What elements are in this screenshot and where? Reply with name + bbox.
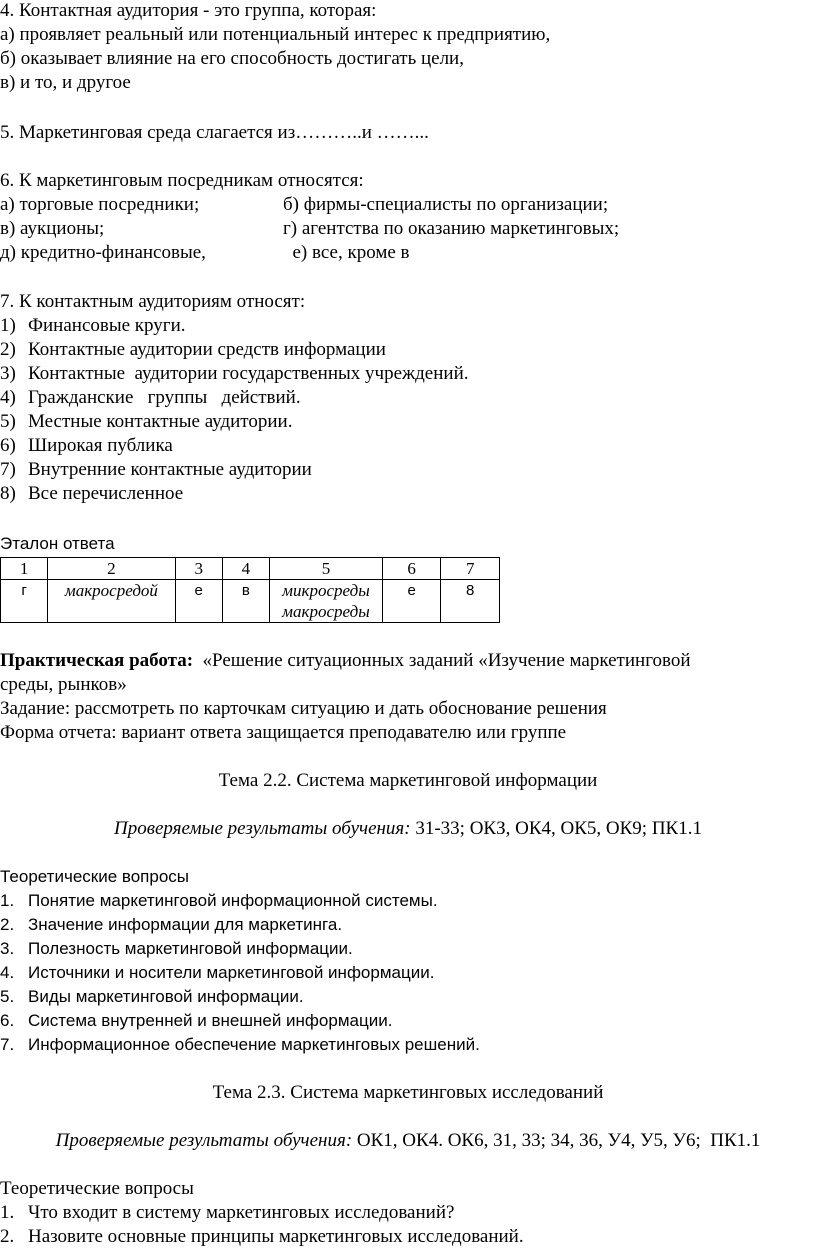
q6-option: в) аукционы; <box>0 218 105 239</box>
list-item: 1. Что входит в систему маркетинговых исследований? <box>0 1202 455 1223</box>
table-cell: микросреды макросреды <box>269 580 382 623</box>
q4-title: 4. Контактная аудитория - это группа, которая: <box>0 0 377 21</box>
q6-row <box>0 218 620 240</box>
practical-report: Форма отчета: вариант ответа защищается преподавателю или группе <box>0 722 567 743</box>
table-header-row <box>1 558 500 580</box>
table-header-cell: 6 <box>382 558 440 580</box>
q7-title: 7. К контактным аудиториям относят: <box>0 291 306 312</box>
list-item: 2) Контактные аудитории средств информации <box>0 339 386 360</box>
practical-text-cont: среды, рынков» <box>0 674 127 695</box>
q6-option: г) агентства по оказанию маркетинговых; <box>283 218 620 239</box>
list-item: 5. Виды маркетинговой информации. <box>0 987 304 1006</box>
q6-option: б) фирмы-специалисты по организации; <box>283 194 609 215</box>
list-item: 6) Широкая публика <box>0 435 173 456</box>
list-item: 3. Полезность маркетинговой информации. <box>0 939 353 958</box>
q6-option: е) все, кроме в <box>283 242 410 263</box>
practical-text: «Решение ситуационных заданий «Изучение маркетинговой <box>193 650 691 671</box>
practical-task: Задание: рассмотреть по карточкам ситуацию и дать обоснование решения <box>0 698 607 719</box>
list-item: 4) Гражданские группы действий. <box>0 387 301 408</box>
list-item: 2. Значение информации для маркетинга. <box>0 915 343 934</box>
list-item: 6. Система внутренней и внешней информации. <box>0 1011 393 1030</box>
list-item: 3) Контактные аудитории государственных учреждений. <box>0 363 469 384</box>
list-item: 5) Местные контактные аудитории. <box>0 411 293 432</box>
q4-option-b: б) оказывает влияние на его способность достигать цели, <box>0 48 464 69</box>
q4-option-c: в) и то, и другое <box>0 72 131 93</box>
q6-option: д) кредитно-финансовые, <box>0 242 206 263</box>
list-item: 2. Назовите основные принципы маркетинговых исследований. <box>0 1226 524 1247</box>
table-header-cell: 2 <box>48 558 175 580</box>
table-header-cell: 3 <box>175 558 222 580</box>
table-row <box>1 580 500 623</box>
q6-row <box>0 194 609 216</box>
q6-title: 6. К маркетинговым посредникам относятся: <box>0 170 364 191</box>
answer-key-title: Эталон ответа <box>0 534 115 553</box>
topic-results: Проверяемые результаты обучения: 31-33; ОКЗ, ОК4, ОК5, ОК9; ПК1.1 <box>114 818 702 839</box>
practical-line <box>0 650 691 672</box>
table-header-cell: 1 <box>1 558 48 580</box>
list-item: 7. Информационное обеспечение маркетинговых решений. <box>0 1035 480 1054</box>
q6-row <box>0 242 410 264</box>
list-item: 4. Источники и носители маркетинговой информации. <box>0 963 435 982</box>
table-header-cell: 5 <box>269 558 382 580</box>
answer-key-table <box>0 557 500 623</box>
questions-title: Теоретические вопросы <box>0 1178 194 1199</box>
table-header-cell: 4 <box>222 558 269 580</box>
topic-results: Проверяемые результаты обучения: ОК1, ОК4. ОК6, 31, 33; 34, 36, У4, У5, У6; ПК1.1 <box>55 1130 761 1151</box>
practical-label: Практическая работа: <box>0 650 194 671</box>
list-item: 1) Финансовые круги. <box>0 315 186 336</box>
questions-title: Теоретические вопросы <box>0 867 190 886</box>
q5-text: 5. Маркетинговая среда слагается из………..и ……... <box>0 122 429 143</box>
q4-option-a: а) проявляет реальный или потенциальный интерес к предприятию, <box>0 24 551 45</box>
table-cell: макросредой <box>48 580 175 623</box>
table-cell: е <box>382 580 440 623</box>
table-cell: е <box>175 580 222 623</box>
table-cell: 8 <box>441 580 500 623</box>
q6-option: а) торговые посредники; <box>0 194 200 215</box>
list-item: 1. Понятие маркетинговой информационной системы. <box>0 891 438 910</box>
list-item: 7) Внутренние контактные аудитории <box>0 459 312 480</box>
table-cell: в <box>222 580 269 623</box>
topic-title: Тема 2.3. Система маркетинговых исследований <box>212 1082 604 1103</box>
table-header-cell: 7 <box>441 558 500 580</box>
topic-title: Тема 2.2. Система маркетинговой информации <box>218 770 598 791</box>
list-item: 8) Все перечисленное <box>0 483 184 504</box>
table-cell: г <box>1 580 48 623</box>
